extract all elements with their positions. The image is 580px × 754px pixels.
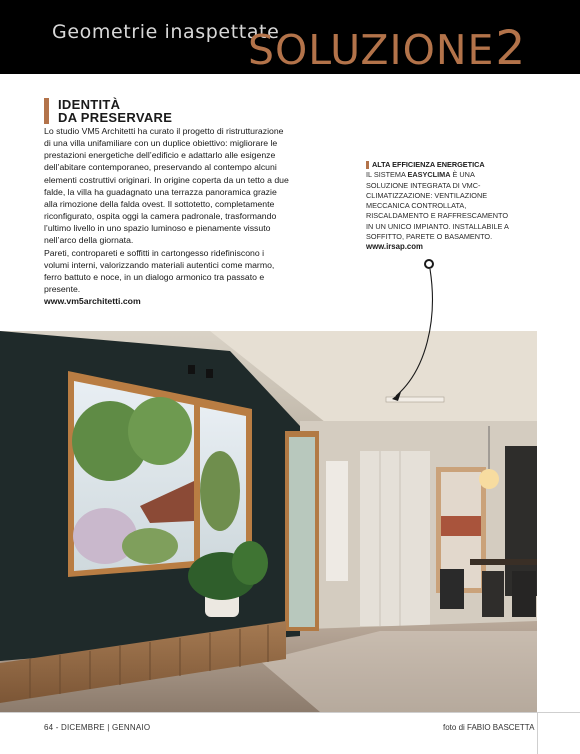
callout-marker-icon (366, 161, 369, 169)
callout-heading-text: ALTA EFFICIENZA ENERGETICA (372, 160, 485, 169)
callout-website-link[interactable]: www.irsap.com (366, 242, 423, 252)
article-title-line2: DA PRESERVARE (58, 110, 173, 125)
footer-divider (0, 712, 580, 713)
interior-photo (0, 331, 537, 712)
article-website-link[interactable]: www.vm5architetti.com (44, 296, 141, 307)
callout-text-before: IL SISTEMA (366, 170, 408, 180)
article-paragraph-2: Pareti, contropareti e soffitti in cartongesso ridefiniscono i volumi interni, valorizzando materiali autentici come marmo, ferro battuto e noce, in un dialogo armonico tra passato e presente. (44, 247, 275, 295)
article-body (44, 125, 289, 307)
section-number: 2 (495, 21, 527, 74)
callout-brand: EASYCLIMA (407, 170, 451, 180)
callout-text (366, 170, 516, 242)
photo-credit: foto di FABIO BASCETTA (443, 723, 535, 732)
callout-pointer-dot (424, 259, 434, 269)
page-header (0, 0, 580, 74)
section-title (248, 22, 526, 74)
callout-text-after: È UNA SOLUZIONE INTEGRATA DI VMC-CLIMATIZZAZIONE: VENTILAZIONE MECCANICA CONTROLLATA, RISCALDAMENTO E RAFFRESCAMENTO IN UN UNICO IMPIANTO. INSTALLABILE A SOFFITTO, PARETE O BASAMENTO. (366, 170, 509, 242)
header-subtitle: Geometrie inaspettate (52, 21, 280, 43)
footer-crop-mark (537, 712, 538, 754)
callout-heading (366, 160, 516, 170)
article-title (44, 98, 172, 124)
article-paragraph-1: Lo studio VM5 Architetti ha curato il progetto di ristrutturazione di una villa unifamiliare con un duplice obiettivo: migliorare le prestazioni energetiche dell’edificio e adattarlo alle esigenze dell’abitare contemporaneo, preservando al contempo alcuni elementi costruttivi originari. In origine coperta da un tetto a due falde, la villa ha guadagnato una terrazza panoramica grazie alla rimozione della falda ovest. Il sottotetto, completamente riconfigurato, ospita oggi la camera padronale, trasformando l’ultimo livello in uno spazio luminoso e pienamente vissuto nell’arco della giornata. (44, 126, 289, 246)
page-number-info: 64 - DICEMBRE | GENNAIO (44, 723, 151, 732)
article-title-line1: IDENTITÀ (58, 97, 121, 112)
interior-living-room-illustration (0, 331, 537, 712)
section-word: SOLUZIONE (248, 26, 495, 74)
product-callout (366, 160, 516, 253)
